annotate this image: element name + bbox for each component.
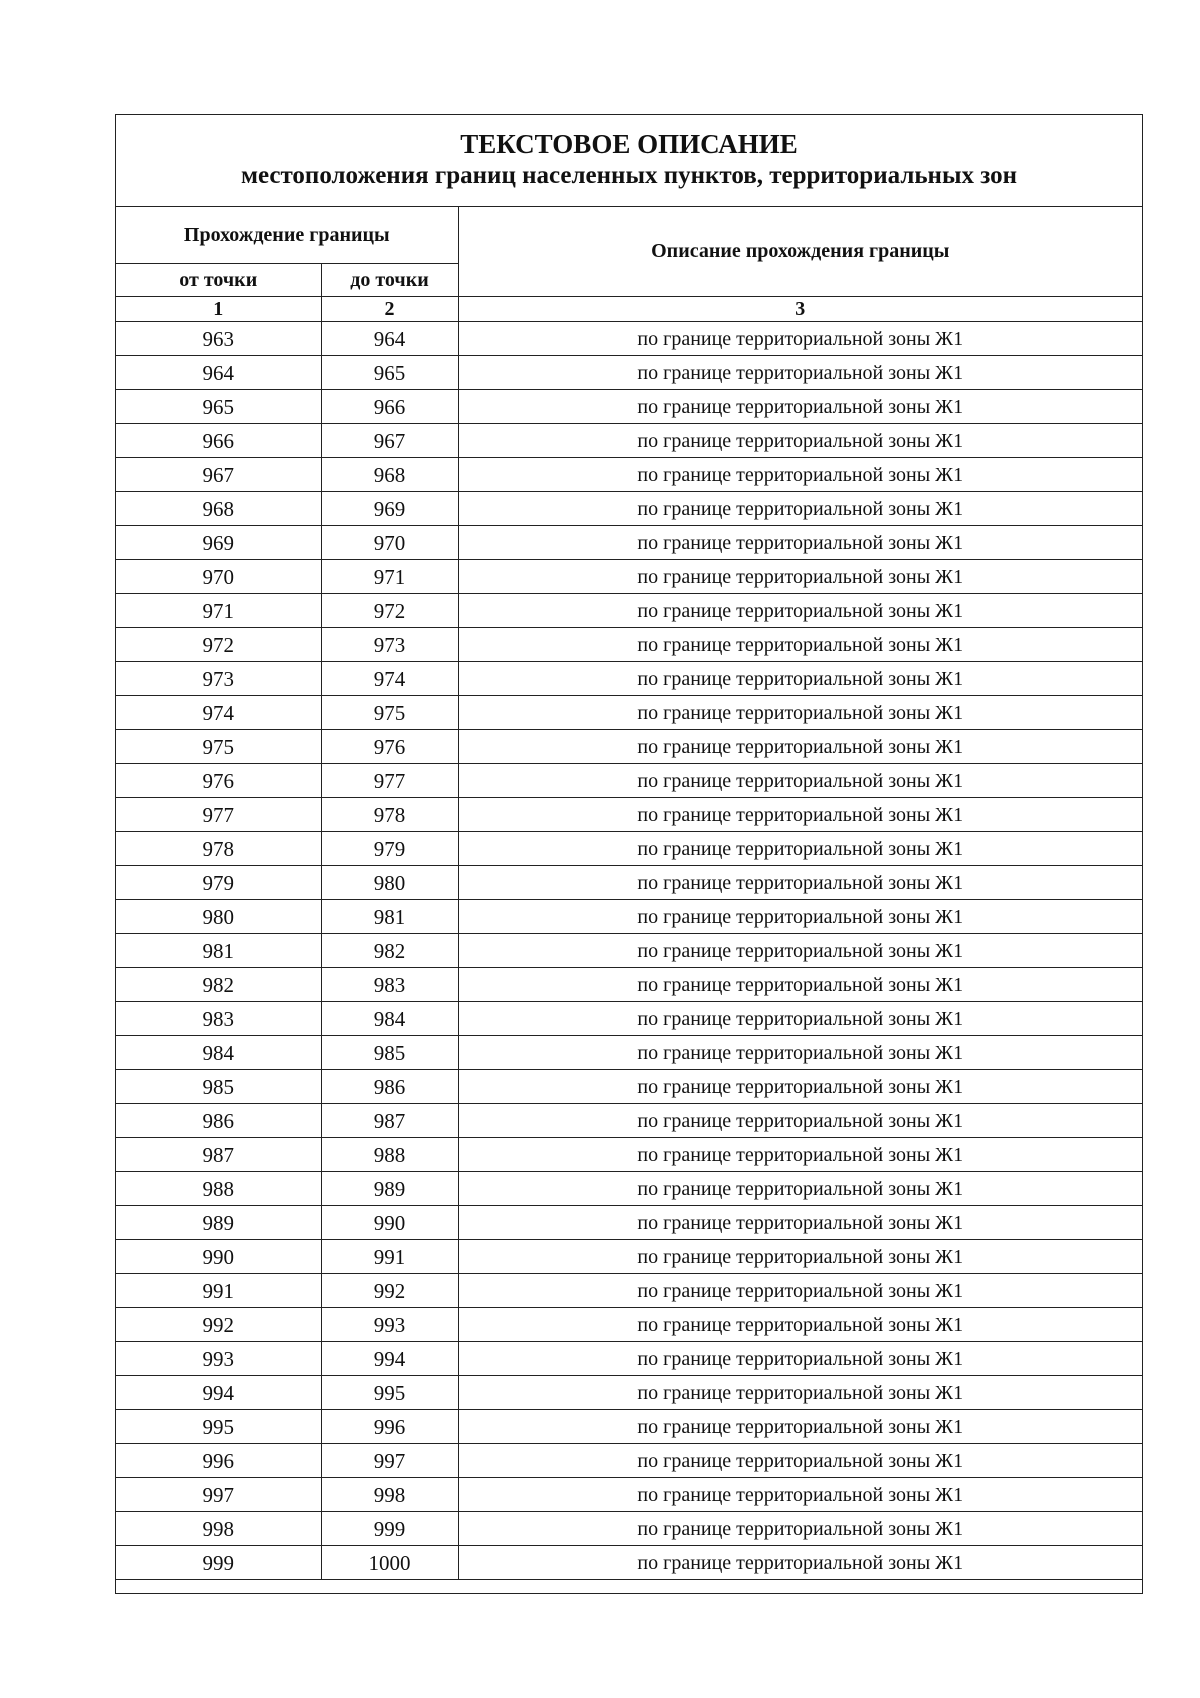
from-point-cell: 970: [116, 560, 321, 594]
table-row: [116, 934, 1142, 968]
from-point-cell: 982: [116, 968, 321, 1002]
table-row: [116, 458, 1142, 492]
table-row: [116, 1308, 1142, 1342]
header-description: Описание прохождения границы: [458, 207, 1142, 297]
table-row: [116, 1274, 1142, 1308]
from-point-cell: 968: [116, 492, 321, 526]
table-row: [116, 628, 1142, 662]
header-passage: Прохождение границы: [116, 207, 458, 264]
description-cell: по границе территориальной зоны Ж1: [458, 1240, 1142, 1274]
description-cell: по границе территориальной зоны Ж1: [458, 764, 1142, 798]
to-point-cell: 986: [321, 1070, 458, 1104]
description-cell: по границе территориальной зоны Ж1: [458, 662, 1142, 696]
description-cell: по границе территориальной зоны Ж1: [458, 1104, 1142, 1138]
table-row: [116, 594, 1142, 628]
description-cell: по границе территориальной зоны Ж1: [458, 1512, 1142, 1546]
table-row: [116, 764, 1142, 798]
from-point-cell: 971: [116, 594, 321, 628]
from-point-cell: 992: [116, 1308, 321, 1342]
table-row: [116, 560, 1142, 594]
document-subtitle: местоположения границ населенных пунктов, территориальных зон: [240, 162, 1018, 189]
from-point-cell: 995: [116, 1410, 321, 1444]
table-row: [116, 1002, 1142, 1036]
to-point-cell: 976: [321, 730, 458, 764]
to-point-cell: 974: [321, 662, 458, 696]
from-point-cell: 977: [116, 798, 321, 832]
description-cell: по границе территориальной зоны Ж1: [458, 1376, 1142, 1410]
header-row-group: [116, 207, 1142, 264]
boundary-table: [116, 207, 1142, 1580]
table-row: [116, 1138, 1142, 1172]
table-row: [116, 1410, 1142, 1444]
description-cell: по границе территориальной зоны Ж1: [458, 492, 1142, 526]
description-cell: по границе территориальной зоны Ж1: [458, 1172, 1142, 1206]
from-point-cell: 994: [116, 1376, 321, 1410]
to-point-cell: 975: [321, 696, 458, 730]
to-point-cell: 994: [321, 1342, 458, 1376]
from-point-cell: 967: [116, 458, 321, 492]
table-row: [116, 832, 1142, 866]
to-point-cell: 979: [321, 832, 458, 866]
description-cell: по границе территориальной зоны Ж1: [458, 390, 1142, 424]
table-row: [116, 798, 1142, 832]
description-cell: по границе территориальной зоны Ж1: [458, 458, 1142, 492]
from-point-cell: 973: [116, 662, 321, 696]
description-cell: по границе территориальной зоны Ж1: [458, 696, 1142, 730]
description-cell: по границе территориальной зоны Ж1: [458, 1138, 1142, 1172]
description-cell: по границе территориальной зоны Ж1: [458, 1444, 1142, 1478]
description-cell: по границе территориальной зоны Ж1: [458, 1478, 1142, 1512]
from-point-cell: 999: [116, 1546, 321, 1580]
table-row: [116, 1172, 1142, 1206]
to-point-cell: 999: [321, 1512, 458, 1546]
to-point-cell: 964: [321, 322, 458, 356]
to-point-cell: 990: [321, 1206, 458, 1240]
to-point-cell: 967: [321, 424, 458, 458]
column-number-2: 2: [321, 297, 458, 322]
from-point-cell: 991: [116, 1274, 321, 1308]
to-point-cell: 1000: [321, 1546, 458, 1580]
from-point-cell: 966: [116, 424, 321, 458]
to-point-cell: 980: [321, 866, 458, 900]
table-row: [116, 1342, 1142, 1376]
from-point-cell: 998: [116, 1512, 321, 1546]
from-point-cell: 990: [116, 1240, 321, 1274]
from-point-cell: 974: [116, 696, 321, 730]
table-row: [116, 526, 1142, 560]
to-point-cell: 965: [321, 356, 458, 390]
description-cell: по границе территориальной зоны Ж1: [458, 1410, 1142, 1444]
from-point-cell: 984: [116, 1036, 321, 1070]
to-point-cell: 971: [321, 560, 458, 594]
description-cell: по границе территориальной зоны Ж1: [458, 1002, 1142, 1036]
table-row: [116, 424, 1142, 458]
table-row: [116, 322, 1142, 356]
description-cell: по границе территориальной зоны Ж1: [458, 424, 1142, 458]
to-point-cell: 983: [321, 968, 458, 1002]
to-point-cell: 997: [321, 1444, 458, 1478]
description-cell: по границе территориальной зоны Ж1: [458, 1546, 1142, 1580]
from-point-cell: 983: [116, 1002, 321, 1036]
table-row: [116, 390, 1142, 424]
from-point-cell: 976: [116, 764, 321, 798]
to-point-cell: 966: [321, 390, 458, 424]
from-point-cell: 997: [116, 1478, 321, 1512]
description-cell: по границе территориальной зоны Ж1: [458, 1206, 1142, 1240]
table-row: [116, 356, 1142, 390]
description-cell: по границе территориальной зоны Ж1: [458, 1342, 1142, 1376]
table-row: [116, 1104, 1142, 1138]
to-point-cell: 969: [321, 492, 458, 526]
to-point-cell: 984: [321, 1002, 458, 1036]
from-point-cell: 996: [116, 1444, 321, 1478]
from-point-cell: 988: [116, 1172, 321, 1206]
table-body: [116, 207, 1142, 1580]
description-cell: по границе территориальной зоны Ж1: [458, 526, 1142, 560]
from-point-cell: 964: [116, 356, 321, 390]
header-to-point: до точки: [321, 264, 458, 297]
description-cell: по границе территориальной зоны Ж1: [458, 730, 1142, 764]
from-point-cell: 965: [116, 390, 321, 424]
document-frame: [115, 114, 1143, 1594]
description-cell: по границе территориальной зоны Ж1: [458, 900, 1142, 934]
column-number-3: 3: [458, 297, 1142, 322]
table-row: [116, 696, 1142, 730]
from-point-cell: 993: [116, 1342, 321, 1376]
to-point-cell: 992: [321, 1274, 458, 1308]
to-point-cell: 996: [321, 1410, 458, 1444]
to-point-cell: 982: [321, 934, 458, 968]
description-cell: по границе территориальной зоны Ж1: [458, 1274, 1142, 1308]
to-point-cell: 968: [321, 458, 458, 492]
to-point-cell: 987: [321, 1104, 458, 1138]
description-cell: по границе территориальной зоны Ж1: [458, 968, 1142, 1002]
from-point-cell: 985: [116, 1070, 321, 1104]
to-point-cell: 988: [321, 1138, 458, 1172]
to-point-cell: 978: [321, 798, 458, 832]
description-cell: по границе территориальной зоны Ж1: [458, 322, 1142, 356]
from-point-cell: 975: [116, 730, 321, 764]
column-number-row: [116, 297, 1142, 322]
from-point-cell: 981: [116, 934, 321, 968]
description-cell: по границе территориальной зоны Ж1: [458, 866, 1142, 900]
from-point-cell: 986: [116, 1104, 321, 1138]
title-block: [116, 115, 1142, 207]
to-point-cell: 991: [321, 1240, 458, 1274]
to-point-cell: 973: [321, 628, 458, 662]
from-point-cell: 980: [116, 900, 321, 934]
from-point-cell: 963: [116, 322, 321, 356]
table-row: [116, 1036, 1142, 1070]
table-row: [116, 662, 1142, 696]
to-point-cell: 972: [321, 594, 458, 628]
description-cell: по границе территориальной зоны Ж1: [458, 594, 1142, 628]
to-point-cell: 998: [321, 1478, 458, 1512]
table-row: [116, 1070, 1142, 1104]
from-point-cell: 989: [116, 1206, 321, 1240]
description-cell: по границе территориальной зоны Ж1: [458, 560, 1142, 594]
from-point-cell: 978: [116, 832, 321, 866]
table-row: [116, 1444, 1142, 1478]
table-row: [116, 1206, 1142, 1240]
description-cell: по границе территориальной зоны Ж1: [458, 798, 1142, 832]
header-from-point: от точки: [116, 264, 321, 297]
table-row: [116, 1546, 1142, 1580]
column-number-1: 1: [116, 297, 321, 322]
document-title: ТЕКСТОВОЕ ОПИСАНИЕ: [460, 129, 798, 159]
table-row: [116, 900, 1142, 934]
to-point-cell: 989: [321, 1172, 458, 1206]
table-row: [116, 866, 1142, 900]
description-cell: по границе территориальной зоны Ж1: [458, 832, 1142, 866]
table-row: [116, 968, 1142, 1002]
description-cell: по границе территориальной зоны Ж1: [458, 1036, 1142, 1070]
description-cell: по границе территориальной зоны Ж1: [458, 934, 1142, 968]
table-row: [116, 492, 1142, 526]
table-row: [116, 730, 1142, 764]
from-point-cell: 972: [116, 628, 321, 662]
from-point-cell: 987: [116, 1138, 321, 1172]
description-cell: по границе территориальной зоны Ж1: [458, 628, 1142, 662]
description-cell: по границе территориальной зоны Ж1: [458, 1308, 1142, 1342]
table-row: [116, 1478, 1142, 1512]
table-row: [116, 1376, 1142, 1410]
description-cell: по границе территориальной зоны Ж1: [458, 356, 1142, 390]
from-point-cell: 969: [116, 526, 321, 560]
to-point-cell: 981: [321, 900, 458, 934]
to-point-cell: 995: [321, 1376, 458, 1410]
table-row: [116, 1512, 1142, 1546]
to-point-cell: 993: [321, 1308, 458, 1342]
to-point-cell: 985: [321, 1036, 458, 1070]
description-cell: по границе территориальной зоны Ж1: [458, 1070, 1142, 1104]
to-point-cell: 977: [321, 764, 458, 798]
to-point-cell: 970: [321, 526, 458, 560]
from-point-cell: 979: [116, 866, 321, 900]
table-row: [116, 1240, 1142, 1274]
